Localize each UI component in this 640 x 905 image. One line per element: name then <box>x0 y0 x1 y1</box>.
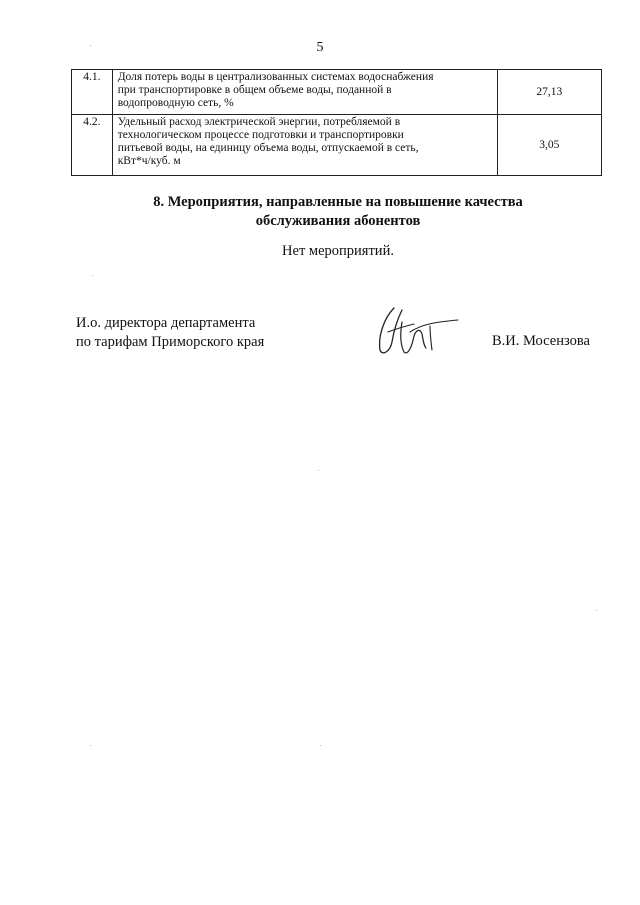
description-line: при транспортировке в общем объеме воды, поданной в <box>117 84 392 96</box>
scan-speck <box>90 45 91 46</box>
row-description <box>112 70 497 115</box>
description-line: Удельный расход электрической энергии, потребляемой в <box>117 116 401 128</box>
section-heading <box>0 193 640 231</box>
signer-title-line: И.о. директора департамента <box>76 315 256 331</box>
description-line: кВт*ч/куб. м <box>117 155 181 167</box>
description-line: водопроводную сеть, % <box>117 97 234 109</box>
description-line: питьевой воды, на единицу объема воды, отпускаемой в сеть, <box>117 142 419 154</box>
signer-name: В.И. Мосензова <box>492 333 590 349</box>
signer-title <box>76 314 264 352</box>
section-heading-line: 8. Мероприятия, направленные на повышение качества <box>153 194 523 210</box>
section-heading-line: обслуживания абонентов <box>255 213 421 229</box>
description-line: Доля потерь воды в централизованных системах водоснабжения <box>117 71 434 83</box>
scan-speck <box>596 610 597 611</box>
row-number: 4.1. <box>72 70 113 115</box>
row-value: 3,05 <box>497 115 601 176</box>
row-number: 4.2. <box>72 115 113 176</box>
scan-speck <box>318 470 319 471</box>
scan-speck <box>92 275 93 276</box>
row-value: 27,13 <box>497 70 601 115</box>
signer-title-line: по тарифам Приморского края <box>76 334 265 350</box>
row-description <box>112 115 497 176</box>
handwritten-signature <box>370 302 470 362</box>
indicators-table <box>71 69 602 176</box>
description-line: технологическом процессе подготовки и транспортировки <box>117 129 404 141</box>
scan-speck <box>90 745 91 746</box>
page-number: 5 <box>316 40 324 55</box>
table-row <box>72 115 602 176</box>
section-body: Нет мероприятий. <box>282 243 394 259</box>
table-row <box>72 70 602 115</box>
scan-speck <box>320 745 321 746</box>
